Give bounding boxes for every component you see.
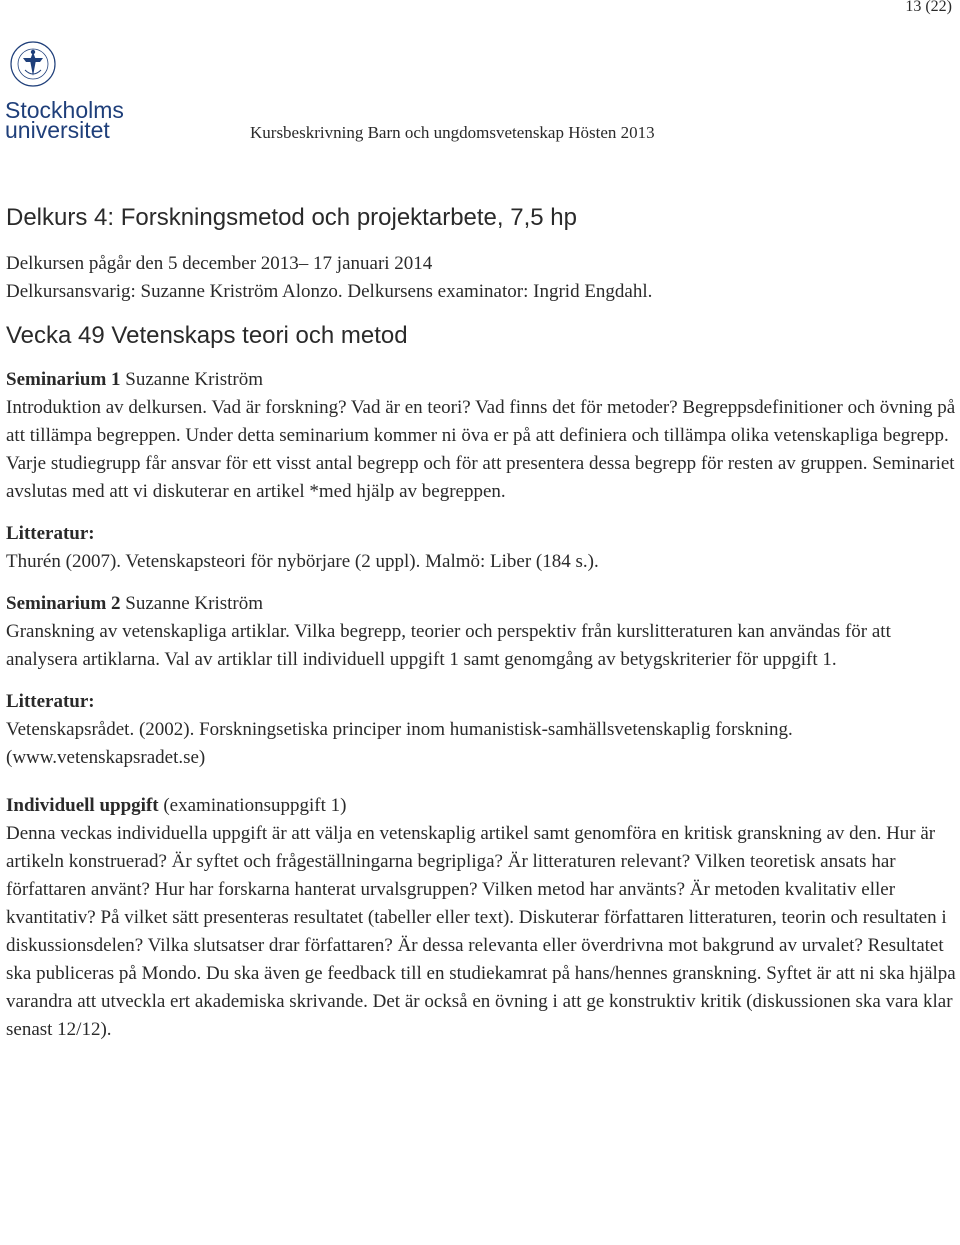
assignment-sub: (examinationsuppgift 1) [158,795,347,816]
course-title: Delkurs 4: Forskningsmetod och projektarbete, 7,5 hp [6,204,577,231]
seminar-1-text: Introduktion av delkursen. Vad är forskning? Vad är en teori? Vad finns det för metoder? Begreppsdefinitioner och övning på att tillämpa begreppen. Under detta seminarium kommer ni öva er på att definiera och tillämpa olika vetenskapliga begrepp. Varje studiegrupp får ansvar för ett visst antal begrepp och för att presentera dessa begrepp för resten av gruppen. Seminariet avslutas med att vi diskuterar en artikel *med hjälp av begreppen. [6,397,956,502]
seminar-1-heading [6,366,956,394]
seminar-2-text: Granskning av vetenskapliga artiklar. Vilka begrepp, teorier och perspektiv från kurslitteraturen kan användas för att analysera artiklarna. Val av artiklar till individuell uppgift 1 samt genomgång av betygskriterier för uppgift 1. [6,621,891,670]
seminar-2-heading [6,590,956,618]
assignment-text: Denna veckas individuella uppgift är att välja en vetenskaplig artikel samt genomföra en kritisk granskning av den. Hur är artikeln konstruerad? Är syftet och frågeställningarna begripliga? Är litteraturen relevant? Vilken teoretisk ansats har författaren använt? Hur har forskarna hanterat urvalsgruppen? Vilken metod har använts? Är metoden kvalitativ eller kvantitativ? På vilket sätt presenteras resultatet (tabeller eller text). Diskuterar författaren litteraturen, teorin och resultaten i diskussionsdelen? Vilka slutsatser drar författaren? Är dessa relevanta eller överdrivna mot bakgrund av urvalet? Resultatet ska publiceras på Mondo. Du ska även ge feedback till en studiekamrat på hans/hennes granskning. Syftet är att ni ska hjälpa varandra att utveckla ert akademiska skrivande. Det är också en övning i att ge konstruktiv kritik (diskussionen ska vara klar senast 12/12). [6,823,956,1040]
seminar-2-label: Seminarium 2 [6,593,121,614]
logo-line2: universitet [5,117,110,140]
assignment-label: Individuell uppgift [6,795,159,816]
seminar-2-teacher: Suzanne Kriström [120,593,264,614]
running-header: Kursbeskrivning Barn och ungdomsvetenskap Hösten 2013 [250,123,655,142]
course-dates: Delkursen pågår den 5 december 2013– 17 januari 2014 [6,253,433,274]
course-responsible: Delkursansvarig: Suzanne Kriström Alonzo. Delkursens examinator: Ingrid Engdahl. [6,281,653,302]
seminar-1 [6,366,956,576]
logo-line1: Stockholms [5,97,124,123]
assignment-heading [6,792,956,820]
seminar-1-label: Seminarium 1 [6,369,121,390]
university-seal-icon [11,42,55,86]
week-heading: Vecka 49 Vetenskaps teori och metod [6,322,408,349]
seminar-2-lit-text: Vetenskapsrådet. (2002). Forskningsetiska principer inom humanistisk-samhällsvetenskaplig forskning.(www.vetenskapsradet.se) [6,719,793,768]
individual-assignment [6,784,956,1044]
seminar-1-lit-text: Thurén (2007). Vetenskapsteori för nybörjare (2 uppl). Malmö: Liber (184 s.). [6,551,599,572]
seminar-2 [6,588,956,772]
stockholm-university-logo [3,40,128,140]
page-number: 13 (22) [905,0,952,15]
document-body [6,202,956,1056]
seminar-2-lit-label: Litteratur: [6,691,95,712]
seminar-1-teacher: Suzanne Kriström [120,369,264,390]
seminar-1-lit-label: Litteratur: [6,523,95,544]
